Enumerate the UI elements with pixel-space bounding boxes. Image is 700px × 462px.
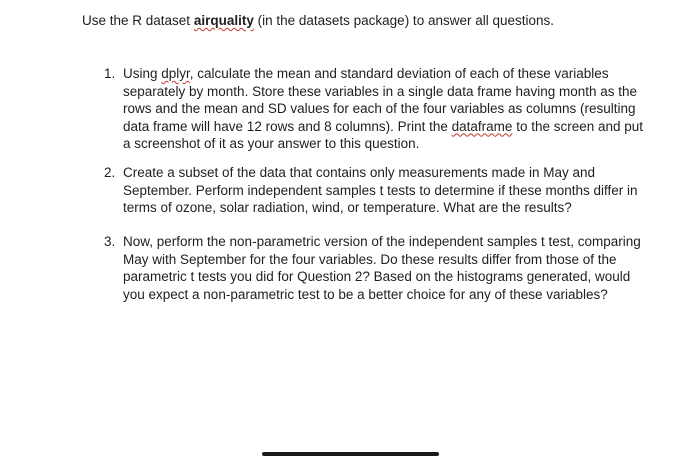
dplyr-term: dplyr bbox=[161, 66, 190, 81]
assignment-intro bbox=[82, 11, 554, 30]
question-1-text bbox=[123, 65, 644, 153]
question-3-line-3: parametric t tests you did for Question 2? Based on the histograms generated, would bbox=[123, 269, 631, 284]
intro-prefix: Use the R dataset bbox=[82, 13, 194, 28]
intro-suffix: (in the datasets package) to answer all questions. bbox=[253, 13, 555, 28]
question-3-number: 3. bbox=[104, 234, 116, 249]
question-3-line-2: May with September for the four variables. Do these results differ from those of the bbox=[123, 251, 617, 267]
home-indicator-bar[interactable] bbox=[262, 452, 439, 456]
question-3-line-1: Now, perform the non-parametric version of the independent samples t test, comparing bbox=[123, 234, 641, 249]
question-1-number: 1. bbox=[104, 66, 116, 81]
question-2-line-2: September. Perform independent samples t tests to determine if these months differ in bbox=[123, 182, 638, 198]
dataframe-term: dataframe bbox=[451, 118, 513, 134]
question-2-line-3: terms of ozone, solar radiation, wind, or temperature. What are the results? bbox=[123, 200, 572, 215]
question-1-line-5: a screenshot of it as your answer to this question. bbox=[123, 136, 420, 151]
dataset-name: airquality bbox=[193, 13, 254, 28]
question-2-text bbox=[123, 164, 638, 217]
question-3-text bbox=[123, 233, 641, 303]
question-1-line-1: Using dplyr, calculate the mean and standard deviation of each of these variables bbox=[123, 66, 609, 81]
question-1-line-2: separately by month. Store these variables in a single data frame having month as the bbox=[123, 83, 638, 99]
question-3-line-4: you expect a non-parametric test to be a better choice for any of these variables? bbox=[123, 286, 608, 302]
question-2-number: 2. bbox=[104, 165, 116, 180]
question-1-line-3: rows and the mean and SD values for each of the four variables as columns (resulting bbox=[123, 101, 636, 116]
question-1-line-4: data frame will have 12 rows and 8 columns). Print the dataframe to the screen and put bbox=[123, 118, 644, 134]
question-2-line-1: Create a subset of the data that contains only measurements made in May and bbox=[123, 165, 596, 180]
